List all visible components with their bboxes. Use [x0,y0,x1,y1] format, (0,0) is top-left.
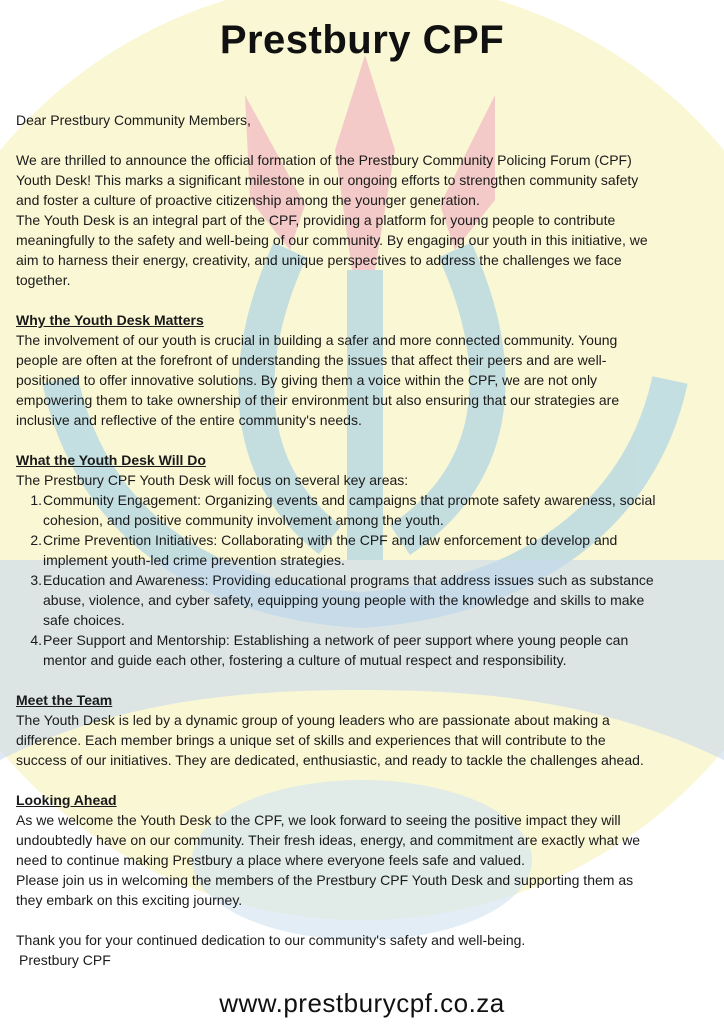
intro-line: The Youth Desk is an integral part of the CPF, providing a platform for young people to contribute [16,212,616,228]
intro-line: We are thrilled to announce the official formation of the Prestbury Community Policing Forum (CPF) [16,152,632,168]
list-line: Education and Awareness: Providing educational programs that address issues such as substance [43,572,654,588]
ahead-line: As we welcome the Youth Desk to the CPF, we look forward to seeing the positive impact they will [16,812,621,828]
list-line: cohesion, and positive community involvement among the youth. [43,512,444,528]
why-paragraph [16,330,716,430]
why-line: The involvement of our youth is crucial in building a safer and more connected community. Young [16,332,618,348]
intro-line: meaningfully to the safety and well-being of our community. By engaging our youth in this initiative, we [16,232,648,248]
list-line: Peer Support and Mentorship: Establishing a network of peer support where young people can [43,632,629,648]
ahead-paragraph [16,810,716,910]
list-number: 2. [30,532,42,548]
intro-paragraph [16,150,716,290]
team-line: The Youth Desk is led by a dynamic group of young leaders who are passionate about making a [16,712,610,728]
ahead-line: need to continue making Prestbury a place where everyone feels safe and valued. [16,852,525,868]
ahead-line: Please join us in welcoming the members of the Prestbury CPF Youth Desk and supporting them as [16,872,634,888]
website-link[interactable]: www.prestburycpf.co.za [219,988,505,1018]
team-paragraph [16,710,716,770]
why-line: people are often at the forefront of understanding the issues that affect their peers and are well- [16,352,607,368]
page-title: Prestbury CPF [219,18,505,62]
why-line: empowering them to take ownership of their environment but also ensuring that our strategies are [16,392,620,408]
section-heading-what: What the Youth Desk Will Do [16,452,206,468]
list-line: implement youth-led crime prevention strategies. [43,552,345,568]
list-line: mentor and guide each other, fostering a culture of mutual respect and responsibility. [43,652,567,668]
list-number: 3. [30,572,42,588]
greeting: Dear Prestbury Community Members, [16,112,251,128]
team-line: difference. Each member brings a unique set of skills and experiences that will contribute to the [16,732,606,748]
list-item [16,630,716,670]
intro-line: Youth Desk! This marks a significant milestone in our ongoing efforts to strengthen community safety [16,172,639,188]
intro-line: aim to harness their energy, creativity, and unique perspectives to address the challenges we face [16,252,622,268]
focus-list [16,490,716,670]
list-line: Crime Prevention Initiatives: Collaborating with the CPF and law enforcement to develop and [43,532,618,548]
closing-line: Thank you for your continued dedication to our community's safety and well-being. [16,932,526,948]
team-line: success of our initiatives. They are dedicated, enthusiastic, and ready to tackle the challenges ahead. [16,752,644,768]
why-line: inclusive and reflective of the entire community's needs. [16,412,362,428]
list-line: abuse, violence, and cyber safety, equipping young people with the knowledge and skills to make [43,592,645,608]
section-heading-ahead: Looking Ahead [16,792,117,808]
list-line: Community Engagement: Organizing events and campaigns that promote safety awareness, social [43,492,656,508]
what-lead: The Prestbury CPF Youth Desk will focus on several key areas: [16,472,409,488]
ahead-line: undoubtedly have on our community. Their fresh ideas, energy, and commitment are exactly what we [16,832,641,848]
signature: Prestbury CPF [19,952,111,968]
list-number: 4. [30,632,42,648]
list-item [16,490,716,530]
section-heading-team: Meet the Team [16,692,113,708]
letter-body [16,110,716,970]
ahead-line: they embark on this exciting journey. [16,892,243,908]
list-item [16,570,716,630]
list-number: 1. [30,492,42,508]
list-item [16,530,716,570]
intro-line: and foster a culture of proactive citizenship among the younger generation. [16,192,480,208]
section-heading-why: Why the Youth Desk Matters [16,312,204,328]
list-line: safe choices. [43,612,125,628]
intro-line: together. [16,272,71,288]
why-line: positioned to offer innovative solutions. By giving them a voice within the CPF, we are not only [16,372,598,388]
